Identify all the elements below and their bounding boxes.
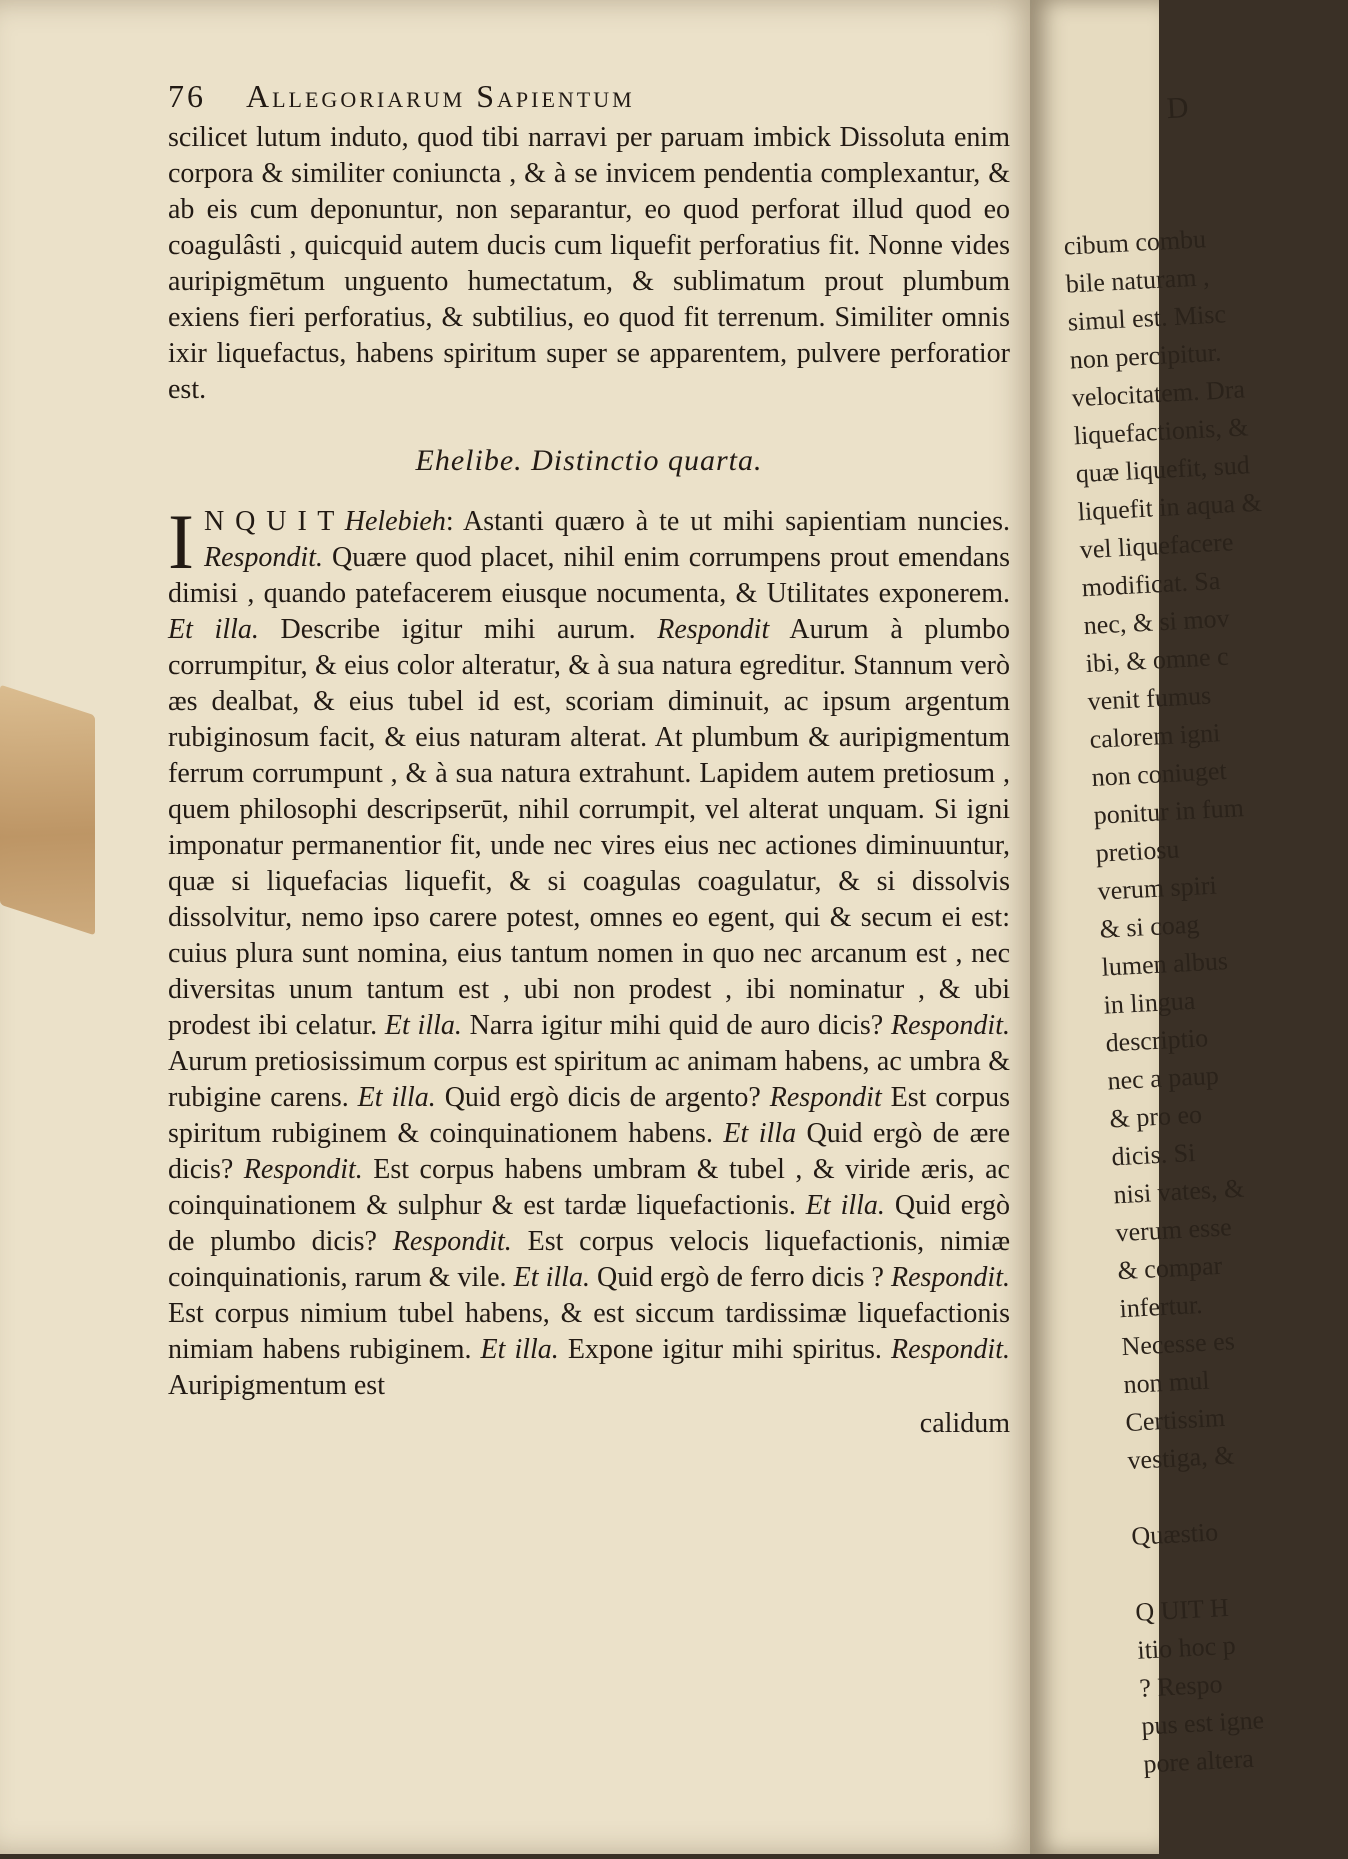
facing-line: & si coag [1098,909,1200,944]
facing-line: calorem igni [1088,718,1221,754]
facing-line: non percipitur. [1069,337,1223,375]
speaker-tag: Et illa. [480,1334,559,1365]
facing-line: vel liquefacere [1079,527,1235,565]
facing-line: pretiosu [1094,834,1181,868]
facing-line: nec a paup [1106,1060,1220,1096]
text-run: Quid ergò de plumbo dicis? [168,1190,1010,1257]
facing-line: velocitatem. Dra [1071,374,1246,413]
facing-line: Certissim [1124,1402,1226,1438]
speaker-tag: Respondit [657,614,770,645]
speaker-tag: Et illa. [384,1010,462,1041]
facing-line: nec, & si mov [1082,603,1231,641]
facing-line: bile naturam , [1065,262,1211,299]
speaker-tag: Respondit. [243,1154,363,1185]
speaker-tag: Et illa. [513,1262,590,1293]
facing-line: in lingua [1102,985,1196,1020]
facing-line: venit fumus [1086,680,1212,717]
text-run: Quid ergò dicis de argento? [435,1082,770,1113]
text-run: Quid ergò de ære dicis? [168,1118,1011,1185]
speaker-name: Helebieh [344,506,446,537]
text-run: Aurum à plumbo corrumpitur, & eius color alteratur, & à sua natura egreditur. Stannum verò æs dealbat, & eius tubel id est, scoriam diminuit, ac ipsum argentum rubiginosum facit, & eius naturam alterat. At plumbum & auripigmentum ferrum corrumpunt , & à sua natura extrahunt. Lapidem autem pretiosum , quem philosophi descripserūt, nihil corrumpit, vel alterat unquam. Si igni imponatur permanentior fit, unde nec vires eius nec actiones diminuuntur, quæ si liquefacias liquefit, & si coagulas coagulatur, & si dissolvis dissolvitur, nemo ipso carere potest, omnes eo egent, qui & secum ei est: cuius plura sunt nomina, eius tantum nomen in quo nec arcanum est , nec diversitas unum tantum est , ubi non prodest , ibi nominatur , & ubi prodest ibi celatur. [168,614,1010,1041]
facing-line: lumen albus [1100,946,1229,982]
speaker-tag: Respondit. [392,1226,512,1257]
speaker-tag: Respondit. [891,1010,1010,1041]
facing-line: ? Respo [1138,1669,1224,1703]
text-run: Auripigmentum est [168,1370,385,1401]
paragraph-2-opening: N Q U I T [203,506,334,537]
facing-page-text [1052,10,1348,1859]
tape-strip [0,685,95,936]
facing-line: liquefit in aqua & [1077,487,1263,527]
speaker-tag: Et illa. [357,1082,436,1113]
text-run: Quid ergò de ferro dicis ? [589,1262,891,1293]
facing-line: itio hoc p [1136,1630,1237,1665]
speaker-tag: Et illa. [805,1190,885,1221]
page-number: 76 [168,78,206,114]
facing-line: nisi vates, & [1112,1173,1245,1210]
text-run: Est corpus nimium tubel habens, & est siccum tardissimæ liquefactionis nimiam habens rubiginem. [168,1298,1010,1365]
text-block [168,78,1010,1440]
facing-page-title: D [1165,91,1190,126]
facing-line: liquefactionis, & [1073,412,1250,451]
speaker-tag: Respondit [769,1082,882,1113]
text-run: Aurum pretiosissimum corpus est spiritum ac animam habens, ac umbra & rubigine carens. [168,1046,1010,1113]
speaker-tag: Et illa [723,1118,797,1149]
facing-line: Q UIT H [1134,1592,1230,1627]
facing-page-right [1030,0,1265,1854]
facing-line: Quæstio [1130,1517,1219,1551]
speaker-tag: Respondit. [890,1334,1010,1365]
paragraph-2 [168,498,1011,1404]
text-run: Quære quod placet, nihil enim corrumpens prout emendans dimisi , quando patefacerem eiusque nocumenta, & Utilitates exponerem. [168,542,1010,609]
text-run: Est corpus spiritum rubiginem & coinquinationem habens. [168,1082,1010,1149]
catchword: calidum [919,1408,1010,1439]
facing-line: cibum combu [1063,224,1207,261]
facing-line: modificat. Sa [1080,565,1221,603]
facing-line: infertur. [1118,1289,1204,1324]
facing-line: verum spiri [1096,870,1218,906]
drop-cap: I [168,498,194,585]
facing-line: non mul [1122,1365,1211,1400]
text-run: Describe igitur mihi aurum. [258,614,658,645]
text-run: Est corpus velocis liquefactionis, nimiæ coinquinationis, rarum & vile. [168,1226,1011,1293]
facing-line: quæ liquefit, sud [1075,450,1251,489]
facing-line: Necesse es [1120,1326,1236,1362]
facing-line: ibi, & omne c [1084,641,1230,679]
section-heading: Ehelibe. Distinctio quarta. [415,444,763,477]
facing-line: & compar [1116,1250,1223,1286]
facing-page-lines [1063,217,1344,1783]
speaker-tag: Respondit. [890,1262,1010,1293]
facing-line: pus est igne [1140,1705,1265,1741]
text-run: Narra igitur mihi quid de auro dicis? [461,1010,891,1041]
text-run: : Astanti quæro à te ut mihi sapientiam nuncies. [445,506,1011,537]
facing-line: descriptio [1104,1023,1209,1058]
running-title: Allegoriarum Sapientum [246,78,635,114]
facing-line: pore altera [1142,1743,1255,1779]
facing-line: verum esse [1114,1212,1233,1248]
paragraph-1: scilicet lutum induto, quod tibi narravi per paruam imbick Dissoluta enim corpora & similiter coniuncta , & à se invicem pendentia complexantur, & ab eis cum deponuntur, non separantur, eo quod perforat illud quod eo coagulâsti , quicquid autem ducis cum liquefit perforatius fit. Nonne vides auripigmētum unguento humectatum, & sublimatum prout plumbum exiens fieri perforatius, & subtilius, eo quod fit terrenum. Similiter omnis ixir liquefactus, habens spiritum super se apparentem, pulvere perforatior est. [168,122,1010,405]
facing-line: & pro eo [1108,1099,1203,1134]
facing-line: vestiga, & [1126,1440,1235,1476]
text-run: Est corpus habens umbram & tubel , & viride æris, ac coinquinationem & sulphur & est tardæ liquefactionis. [168,1154,1010,1221]
running-head [168,78,1010,120]
facing-line: ponitur in fum [1092,793,1245,830]
facing-line: simul est. Misc [1067,299,1227,337]
facing-line: dicis. Si [1110,1138,1197,1172]
paragraph-2-body [168,498,1011,1401]
speaker-tag: Respondit. [203,542,323,573]
speaker-tag: Et illa. [168,614,259,645]
facing-line: non coniuget [1090,755,1228,792]
text-run: Expone igitur mihi spiritus. [558,1334,891,1365]
